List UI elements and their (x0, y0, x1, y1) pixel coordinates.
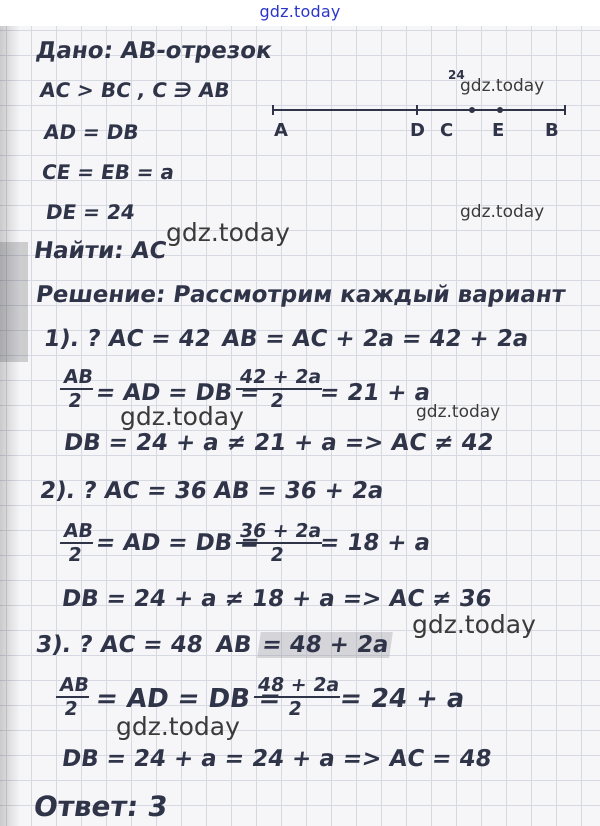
answer-line: Ответ: 3 (31, 790, 170, 823)
point-e (497, 107, 503, 113)
case1-frac-left-num: AB (60, 366, 97, 390)
case3-frac-left-den: 2 (62, 698, 80, 720)
label-d: D (410, 120, 425, 141)
case3-ab-highlight: = 48 + 2a (258, 632, 394, 658)
case1-frac-right-den: 2 (268, 390, 286, 412)
watermark-5: gdz.today (416, 402, 501, 422)
case2-frac-right-den: 2 (268, 544, 286, 566)
case3-frac-right-num: 48 + 2a (254, 674, 343, 698)
case3-ab-prefix: AB (214, 632, 254, 658)
solution-title: Решение: Рассмотрим каждый вариант (34, 282, 567, 308)
watermark-3: gdz.today (166, 218, 290, 247)
case3-ab (214, 632, 393, 658)
case2-mid: = AD = DB = (94, 530, 262, 556)
case1-head: 1). ? AC = 42 (42, 326, 213, 352)
given-line-1: AC > BC , C ∋ AB (38, 78, 232, 102)
case1-ab: AB = AC + 2a = 42 + 2a (220, 326, 531, 352)
given-line-2: AD = DB (42, 120, 141, 144)
label-e: E (492, 120, 505, 141)
case2-frac-right-num: 36 + 2a (236, 520, 325, 544)
notebook-page (0, 26, 600, 826)
label-a: A (274, 120, 288, 141)
case1-result: = 21 + a (318, 380, 432, 406)
given-title: Дано: AB-отрезок (34, 38, 274, 64)
case3-frac-right-den: 2 (286, 698, 304, 720)
tick-d (416, 105, 418, 115)
site-watermark-link[interactable]: gdz.today (259, 2, 341, 21)
case3-db: DB = 24 + a = 24 + a => AC = 48 (60, 746, 494, 772)
watermark-4: gdz.today (120, 402, 244, 431)
segment-line (272, 109, 566, 111)
case3-frac-left-num: AB (56, 674, 93, 698)
distance-label: 24 (448, 68, 465, 82)
case2-frac-left-den: 2 (66, 544, 84, 566)
label-c: C (440, 120, 454, 141)
case2-ab: AB = 36 + 2a (212, 478, 386, 504)
case2-frac-left-num: AB (60, 520, 97, 544)
given-line-3: CE = EB = a (40, 160, 176, 184)
top-strip (0, 0, 600, 26)
case2-frac-left (57, 520, 97, 566)
case1-mid: = AD = DB = (94, 380, 262, 406)
case2-frac-right (233, 520, 325, 566)
case3-frac-right (251, 674, 343, 720)
case1-frac-right (233, 366, 325, 412)
case1-frac-left-den: 2 (66, 390, 84, 412)
tick-a (272, 105, 274, 115)
given-line-4: DE = 24 (44, 200, 137, 224)
label-b: B (545, 120, 559, 141)
tick-b (564, 105, 566, 115)
case3-result: = 24 + a (337, 684, 467, 714)
watermark-2: gdz.today (460, 202, 545, 222)
find-line: Найти: AC (32, 238, 169, 264)
case1-frac-right-num: 42 + 2a (236, 366, 325, 390)
case3-head: 3). ? AC = 48 (34, 632, 205, 658)
case3-frac-left (53, 674, 93, 720)
case1-db: DB = 24 + a ≠ 21 + a => AC ≠ 42 (62, 430, 496, 456)
watermark-6: gdz.today (412, 610, 536, 639)
photo-shadow (0, 242, 28, 362)
point-c (469, 107, 475, 113)
watermark-7: gdz.today (116, 712, 240, 741)
case2-result: = 18 + a (318, 530, 432, 556)
case3-mid: = AD = DB = (93, 684, 283, 714)
case2-db: DB = 24 + a ≠ 18 + a => AC ≠ 36 (60, 586, 494, 612)
case1-frac-left (57, 366, 97, 412)
case2-head: 2). ? AC = 36 (38, 478, 209, 504)
watermark-1: gdz.today (460, 76, 545, 96)
